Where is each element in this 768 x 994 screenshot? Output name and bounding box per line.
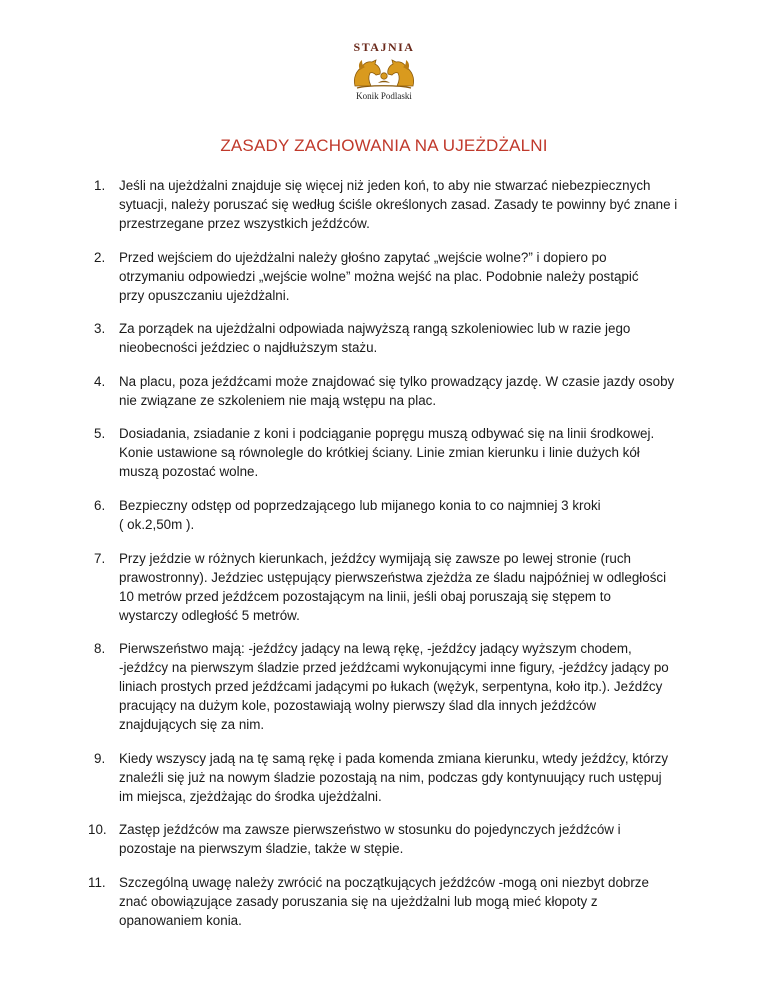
- horses-emblem-icon: [349, 56, 419, 90]
- page-title: ZASADY ZACHOWANIA NA UJEŻDŻALNI: [220, 136, 548, 155]
- rule-item: [96, 639, 716, 734]
- rule-text: Zastęp jeźdźców ma zawsze pierwszeństwo w stosunku do pojedynczych jeźdźców i pozostaje na pierwszym śladzie, także w stępie.: [119, 822, 621, 857]
- rule-text: Na placu, poza jeźdźcami może znajdować się tylko prowadzący jazdę. W czasie jazdy osoby nie związane ze szkoleniem nie mają wstępu na plac.: [119, 373, 675, 408]
- rule-number: 6.: [94, 497, 106, 513]
- rule-item: [96, 749, 716, 806]
- rule-item: [96, 549, 716, 625]
- rule-number: 8.: [94, 641, 106, 657]
- rule-number: 5.: [94, 426, 106, 442]
- rule-number: 2.: [94, 249, 106, 265]
- rules-list: [88, 176, 716, 945]
- rule-text: Bezpieczny odstęp od poprzedzającego lub mijanego konia to co najmniej 3 kroki ( ok.2,50m ).: [119, 497, 601, 532]
- rule-number: 1.: [94, 178, 106, 193]
- rule-text: Szczególną uwagę należy zwrócić na początkujących jeźdźców -mogą oni niezbyt dobrze znać obowiązujące zasady poruszania się na ujeżdżalni lub mogą mieć kłopoty z opanowaniem konia.: [119, 874, 649, 928]
- rule-number: 7.: [94, 550, 106, 566]
- rule-number: 3.: [94, 321, 106, 337]
- rule-text: Pierwszeństwo mają: -jeźdźcy jadący na lewą rękę, -jeźdźcy jadący wyższym chodem, -jeźdźcy na pierwszym śladzie przed jeźdźcami wykonującymi inne figury, -jeźdźcy jadący po liniach prostych przed jeźdźcami jadącymi po łukach (wężyk, serpentyna, koło itp.). Jeźdźcy pracujący na dużym kole, pozostawiają wolny pierwszy ślad dla innych jeźdźców znajdujących się za nim.: [119, 641, 669, 733]
- rule-number: 9.: [94, 750, 106, 766]
- rule-item: [88, 820, 716, 858]
- rule-text: Jeśli na ujeżdżalni znajduje się więcej niż jeden koń, to aby nie stwarzać niebezpiecznych sytuacji, należy poruszać się według ściśle określonych zasad. Zasady te powinny być znane i przestrzegane przez wszystkich jeźdźców.: [119, 178, 678, 231]
- rule-item: [96, 496, 716, 534]
- rule-item: [96, 372, 716, 410]
- rule-number: 10.: [88, 822, 107, 838]
- rule-item: [96, 176, 716, 233]
- rule-number: 11.: [88, 874, 106, 890]
- rule-item: [88, 873, 716, 930]
- rule-item: [96, 424, 716, 481]
- rule-text: Dosiadania, zsiadanie z koni i podciąganie popręgu muszą odbywać się na linii środkowej. Konie ustawione są równolegle do krótkiej ściany. Linie zmian kierunku i linie dużych kół muszą pozostać wolne.: [119, 426, 655, 480]
- stable-logo: [338, 40, 430, 106]
- rule-number: 4.: [94, 373, 106, 389]
- rule-item: [96, 319, 716, 357]
- rule-text: Za porządek na ujeżdżalni odpowiada najwyższą rangą szkoleniowiec lub w razie jego nieobecności jeździec o najdłuższym stażu.: [119, 321, 631, 356]
- logo-bottom-text: Konik Podlaski: [356, 91, 412, 101]
- rule-text: Kiedy wszyscy jadą na tę samą rękę i pada komenda zmiana kierunku, wtedy jeźdźcy, którzy znaleźli się już na nowym śladzie pozostają na nim, podczas gdy kontynuujący ruch ustępuj im miejsca, zjeżdżając do środka ujeżdżalni.: [119, 750, 669, 804]
- logo-top-text: STAJNIA: [353, 40, 415, 54]
- rule-text: Przed wejściem do ujeżdżalni należy głośno zapytać „wejście wolne?” i dopiero po otrzymaniu odpowiedzi „wejście wolne” można wejść na plac. Podobnie należy postąpić przy opuszczaniu ujeżdżalni.: [119, 249, 639, 303]
- rule-text: Przy jeździe w różnych kierunkach, jeźdźcy wymijają się zawsze po lewej stronie (ruch prawostronny). Jeździec ustępujący pierwszeństwa zjeżdża ze śladu najpóźniej w odległości 10 metrów przed jeźdźcem pozostającym na linii, jeśli obaj poruszają się stępem to wystarczy odległość 5 metrów.: [119, 550, 667, 623]
- rule-item: [96, 248, 716, 305]
